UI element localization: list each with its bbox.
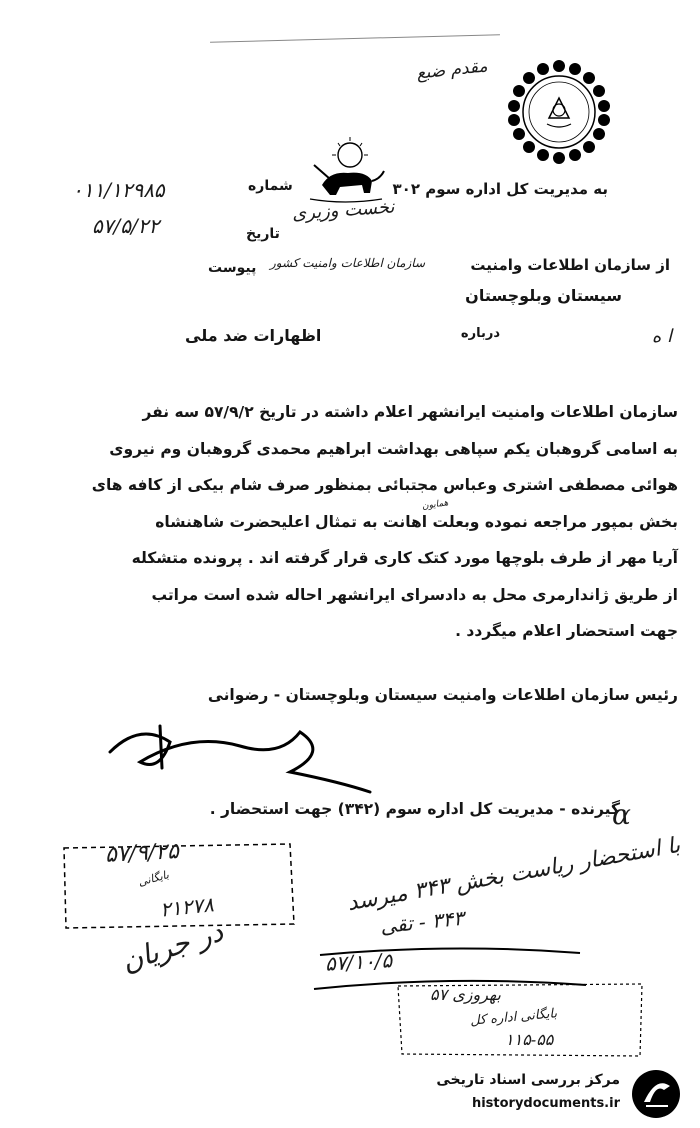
box-annotation: بهروزی ۵۷ [430, 985, 501, 1004]
box-annotation-number: ۱۱۵-۵۵ [505, 1030, 554, 1049]
date-value: ۵۷/۵/۲۲ [92, 214, 160, 238]
body-line: هوائی مصطفی اشتری وعباس مجتبائی بمنظور صرف شام بیکی از کافه های [91, 476, 678, 494]
subject-text: اظهارات ضد ملی [185, 326, 322, 345]
handwritten-annotation-date: ۵۷/۱۰/۵ [324, 948, 393, 976]
subject-handwritten-mark: ا ه [651, 326, 672, 347]
sender-line: از سازمان اطلاعات وامنیت [470, 256, 670, 274]
official-seal-rosette [505, 58, 613, 166]
handwritten-annotation-left: در جریان [117, 914, 228, 979]
body-line: از طریق ژاندارمری محل به دادسرای ایرانشهر احاله شده است مراتب [151, 585, 678, 604]
signatory-line: رئیس سازمان اطلاعات وامنیت سیستان وبلوچستان - رضوانی [207, 686, 678, 704]
footer-site-name: مرکز بررسی اسناد تاریخی [436, 1072, 620, 1088]
header-rule [210, 34, 500, 43]
body-line: جهت استحضار اعلام میگردد . [455, 622, 678, 640]
carbon-copy-line: گیرنده - مدیریت کل اداره سوم (۳۴۲) جهت استحضار . [209, 800, 620, 818]
attachment-label: پیوست [208, 260, 257, 276]
sender-handwritten: سازمان اطلاعات وامنیت کشور [270, 256, 425, 270]
letter-body [18, 394, 678, 650]
subject-label: درباره [460, 326, 500, 341]
body-line: سازمان اطلاعات وامنیت ایرانشهر اعلام داشته در تاریخ ۵۷/۹/۲ سه نفر [142, 403, 678, 421]
date-label: تاریخ [246, 226, 280, 242]
archive-center-logo [630, 1068, 682, 1120]
body-line: به اسامی گروهبان یکم سپاهی بهداشت ابراهیم محمدی گروهبان وم نیروی [109, 439, 678, 458]
body-line: آریا مهر از طرف بلوچها مورد کتک کاری قرار گرفته اند . پرونده متشکله [131, 549, 678, 567]
sender-province: سیستان وبلوچستان [465, 286, 622, 305]
addressee-line: به مدیریت کل اداره سوم ۳۰۲ [392, 180, 608, 198]
interlinear-handwritten-note: همایون [421, 498, 450, 512]
archive-stamp-label: بایگانی [136, 868, 171, 889]
signature-scribble [100, 712, 380, 802]
lion-and-sun-emblem [300, 135, 390, 205]
handwritten-annotation: با استحضار ریاست بخش ۳۴۳ میرسد [345, 832, 683, 917]
handwritten-annotation: ۳۴۳ - تقی [378, 905, 466, 939]
footer-site-url: historydocuments.ir [471, 1096, 620, 1111]
number-value: ۰۱۱/۱۲۹۸۵ [72, 178, 165, 202]
ministry-handwritten-title: نخست وزیری [291, 196, 396, 225]
body-line: بخش بمپور مراجعه نموده وبعلت اهانت به تمثال اعلیحضرت شاهنشاه [155, 512, 678, 531]
box-annotation: بایگانی اداره کل [469, 1006, 558, 1029]
archive-stamp-date: ۵۷/۹/۲۵ [104, 839, 180, 868]
handwritten-top-note: مقدم ضبع [415, 56, 489, 84]
archive-stamp-number: ۲۱۲۷۸ [158, 892, 215, 922]
number-label: شماره [248, 178, 293, 194]
handwritten-check-mark: α [612, 798, 631, 831]
